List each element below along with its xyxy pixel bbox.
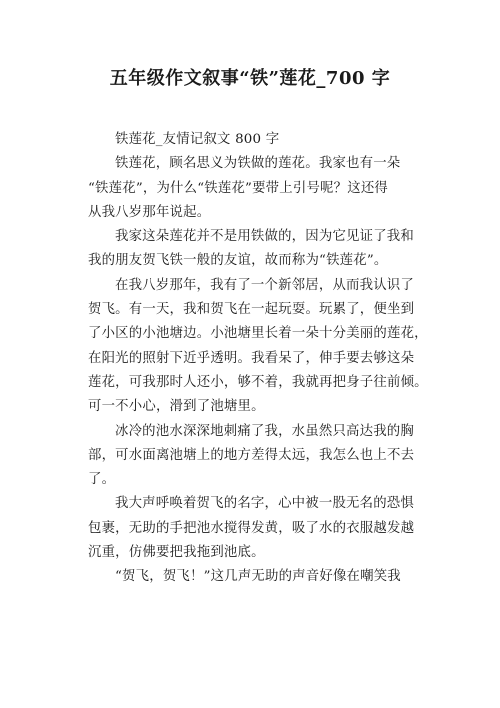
- subtitle-line: 铁莲花_友情记叙文 800 字: [115, 132, 280, 147]
- paragraph-line: 部，可水面离池塘上的地方差得太远，我怎么也上不去: [88, 447, 415, 463]
- paragraph-line: 可一不小心，滑到了池塘里。: [88, 399, 265, 415]
- document-body: [88, 128, 428, 590]
- paragraph-line: 从我八岁那年说起。: [88, 204, 211, 220]
- paragraph-line: 我家这朵莲花并不是用铁做的，因为它见证了我和: [115, 229, 414, 245]
- paragraph-line: 沉重，仿佛要把我拖到池底。: [88, 545, 265, 561]
- paragraph-line: 铁莲花，顾名思义为铁做的莲花。我家也有一朵: [115, 156, 401, 172]
- paragraph-line: 贺飞。有一天，我和贺飞在一起玩耍。玩累了，便坐到: [88, 302, 415, 318]
- paragraph-line: 在我八岁那年，我有了一个新邻居，从而我认识了: [115, 277, 414, 293]
- paragraph-line: “贺飞，贺飞！”这几声无助的声音好像在嘲笑我: [115, 569, 401, 585]
- paragraph-line: 包裹，无助的手把池水搅得发黄，吸了水的衣服越发越: [88, 520, 415, 536]
- paragraph-line: 在阳光的照射下近乎透明。我看呆了，伸手要去够这朵: [88, 350, 415, 366]
- document-title: 五年级作文叙事“铁”莲花_700 字: [109, 68, 391, 89]
- paragraph-line: 冰冷的池水深深地刺痛了我，水虽然只高达我的胸: [115, 423, 414, 439]
- paragraph-line: 了。: [88, 472, 116, 488]
- paragraph-line: “铁莲花”，为什么“铁莲花”要带上引号呢？这还得: [88, 180, 388, 196]
- paragraph-line: 我大声呼唤着贺飞的名字，心中被一股无名的恐惧: [115, 496, 414, 512]
- paragraph-line: 莲花，可我那时人还小，够不着，我就再把身子往前倾。: [88, 374, 428, 390]
- paragraph-line: 了小区的小池塘边。小池塘里长着一朵十分美丽的莲花，: [88, 326, 428, 342]
- paragraph-line: 我的朋友贺飞铁一般的友谊，故而称为“铁莲花”。: [88, 253, 388, 269]
